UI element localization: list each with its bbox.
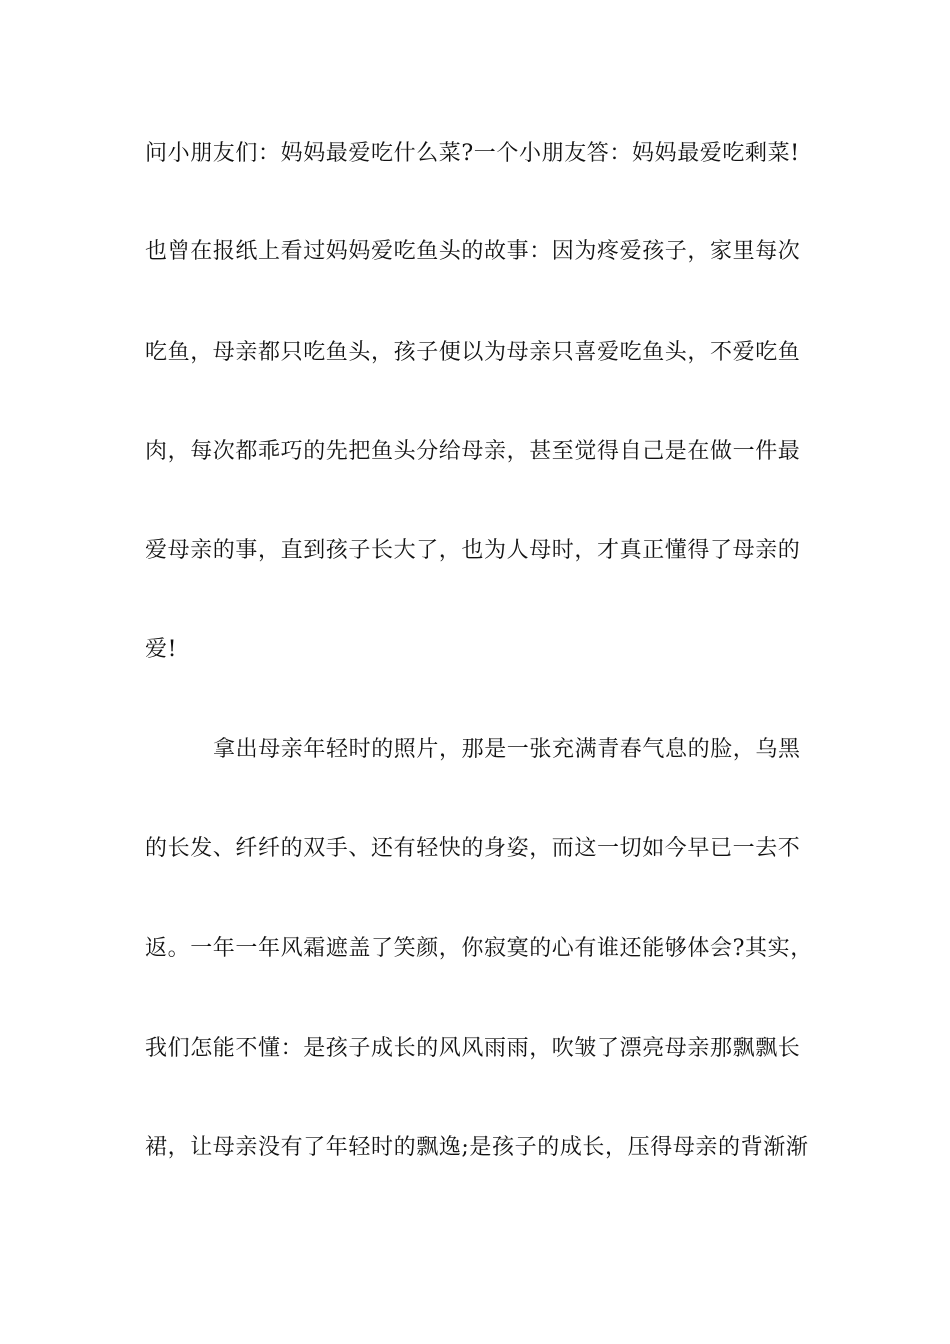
text-line-10: 我们怎能不懂：是孩子成长的风风雨雨，吹皱了漂亮母亲那飘飘长 [145,1036,801,1061]
text-line-11: 裙，让母亲没有了年轻时的飘逸;是孩子的成长，压得母亲的背渐渐 [145,1135,809,1160]
text-line-4: 肉，每次都乖巧的先把鱼头分给母亲，甚至觉得自己是在做一件最 [145,439,801,464]
text-line-9: 返。一年一年风霜遮盖了笑颜，你寂寞的心有谁还能够体会?其实， [145,936,813,961]
text-line-6: 爱! [145,637,178,662]
text-line-3: 吃鱼，母亲都只吃鱼头，孩子便以为母亲只喜爱吃鱼头，不爱吃鱼 [145,340,801,365]
text-line-8: 的长发、纤纤的双手、还有轻快的身姿，而这一切如今早已一去不 [145,836,801,861]
text-line-2: 也曾在报纸上看过妈妈爱吃鱼头的故事：因为疼爱孩子，家里每次 [145,239,801,264]
paragraph-start-line: 拿出母亲年轻时的照片，那是一张充满青春气息的脸，乌黑 [213,737,801,762]
text-line-1: 问小朋友们：妈妈最爱吃什么菜?一个小朋友答：妈妈最爱吃剩菜! [145,141,800,166]
text-line-5: 爱母亲的事，直到孩子长大了，也为人母时，才真正懂得了母亲的 [145,538,801,563]
